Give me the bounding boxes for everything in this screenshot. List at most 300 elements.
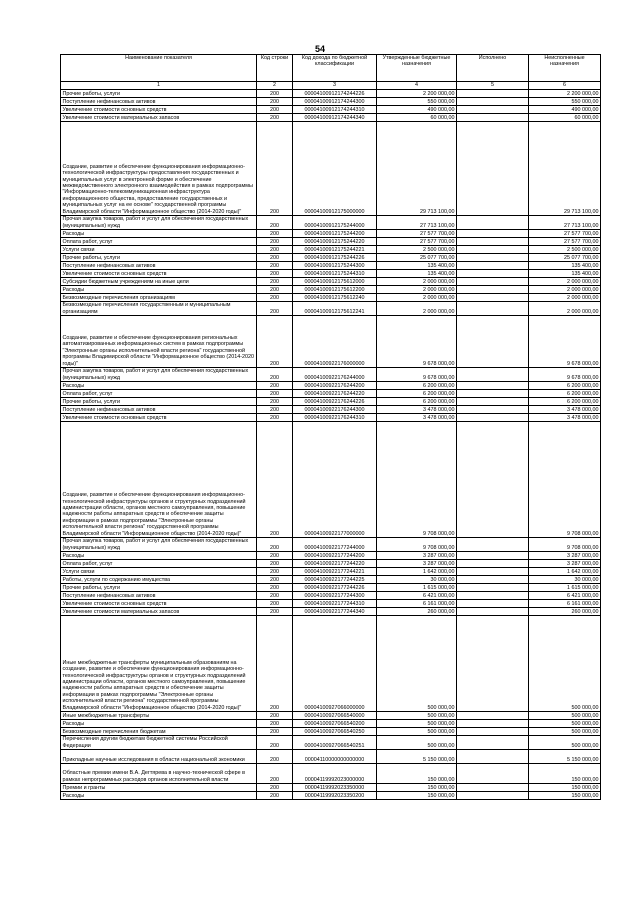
table-row: [61, 576, 601, 584]
row-unexecuted: 5 150 000,00: [529, 750, 601, 764]
row-unexecuted: 9 708 000,00: [529, 422, 601, 538]
row-line-code: 200: [257, 262, 293, 270]
row-income-code: 00004100922176244310: [293, 414, 377, 422]
row-name: Увеличение стоимости основных средств: [61, 106, 257, 114]
row-unexecuted: 2 000 000,00: [529, 286, 601, 294]
row-unexecuted: 135 400,00: [529, 270, 601, 278]
row-unexecuted: 490 000,00: [529, 106, 601, 114]
row-executed: [457, 560, 529, 568]
row-line-code: 200: [257, 736, 293, 750]
row-income-code: 00004100912174244310: [293, 106, 377, 114]
row-approved: 150 000,00: [377, 764, 457, 784]
row-approved: 3 478 000,00: [377, 414, 457, 422]
row-approved: 6 161 000,00: [377, 600, 457, 608]
row-unexecuted: 9 708 000,00: [529, 538, 601, 552]
row-approved: 2 000 000,00: [377, 278, 457, 286]
table-row: [61, 254, 601, 262]
row-unexecuted: 30 000,00: [529, 576, 601, 584]
row-income-code: 00004100927066540200: [293, 720, 377, 728]
row-name: Увеличение стоимости основных средств: [61, 270, 257, 278]
row-income-code: 00004100922176244300: [293, 406, 377, 414]
row-income-code: 00004100922177000000: [293, 422, 377, 538]
row-unexecuted: 2 000 000,00: [529, 302, 601, 316]
row-executed: [457, 414, 529, 422]
row-name: Прочая закупка товаров, работ и услуг для обеспечения государственных (муниципальных) нужд: [61, 216, 257, 230]
row-approved: 9 708 000,00: [377, 422, 457, 538]
table-row: [61, 302, 601, 316]
row-line-code: 200: [257, 390, 293, 398]
row-line-code: 200: [257, 568, 293, 576]
row-approved: 5 150 000,00: [377, 750, 457, 764]
row-executed: [457, 368, 529, 382]
row-line-code: 200: [257, 230, 293, 238]
row-executed: [457, 576, 529, 584]
row-approved: 550 000,00: [377, 98, 457, 106]
row-unexecuted: 150 000,00: [529, 764, 601, 784]
row-name: Поступление нефинансовых активов: [61, 406, 257, 414]
row-name: Перечисления другим бюджетам бюджетной системы Российской Федерации: [61, 736, 257, 750]
table-row: [61, 584, 601, 592]
row-income-code: 00004100912175612241: [293, 302, 377, 316]
row-line-code: 200: [257, 552, 293, 560]
row-executed: [457, 294, 529, 302]
row-approved: 500 000,00: [377, 616, 457, 712]
table-row: [61, 792, 601, 800]
row-unexecuted: 6 200 000,00: [529, 390, 601, 398]
row-unexecuted: 6 161 000,00: [529, 600, 601, 608]
row-income-code: 00004119992023350000: [293, 784, 377, 792]
header-name: Наименование показателя: [61, 55, 257, 82]
row-income-code: 00004100922176000000: [293, 316, 377, 368]
row-income-code: 00004100927066540250: [293, 728, 377, 736]
row-name: Премии и гранты: [61, 784, 257, 792]
header-row: [61, 55, 601, 82]
row-line-code: 200: [257, 422, 293, 538]
row-unexecuted: 6 421 000,00: [529, 592, 601, 600]
table-row: [61, 538, 601, 552]
row-name: Услуги связи: [61, 568, 257, 576]
row-income-code: 00004100922177244220: [293, 560, 377, 568]
row-line-code: 200: [257, 792, 293, 800]
table-row: [61, 246, 601, 254]
row-approved: 27 577 700,00: [377, 230, 457, 238]
row-approved: 6 200 000,00: [377, 382, 457, 390]
row-approved: 500 000,00: [377, 728, 457, 736]
row-approved: 150 000,00: [377, 792, 457, 800]
row-unexecuted: 2 000 000,00: [529, 294, 601, 302]
row-approved: 1 642 000,00: [377, 568, 457, 576]
table-row: [61, 382, 601, 390]
header-executed: Исполнено: [457, 55, 529, 82]
row-line-code: 200: [257, 254, 293, 262]
row-approved: 500 000,00: [377, 736, 457, 750]
row-name: Расходы: [61, 792, 257, 800]
row-executed: [457, 784, 529, 792]
table-row: [61, 728, 601, 736]
row-name: Увеличение стоимости материальных запасов: [61, 608, 257, 616]
row-unexecuted: 1 615 000,00: [529, 584, 601, 592]
row-income-code: 00004100912175612000: [293, 278, 377, 286]
row-name: Иные межбюджетные трансферты муниципальным образованиям на создание, развитие и обеспечение функционирования информационно-технологической инфраструктуры органов и структурных подразделений администрации области, органов местного самоуправления, повышение надежности работы аппаратных средств и обеспечение защиты информации в рамках подпрограммы "Электронные органы исполнительной власти региона" государственной программы Владимирской области "Информационное общество (2014-2020 годы)": [61, 616, 257, 712]
row-income-code: 00004100922177244310: [293, 600, 377, 608]
row-name: Поступление нефинансовых активов: [61, 98, 257, 106]
row-approved: 25 077 700,00: [377, 254, 457, 262]
row-income-code: 00004100912174244300: [293, 98, 377, 106]
row-unexecuted: 2 200 000,00: [529, 90, 601, 98]
row-line-code: 200: [257, 784, 293, 792]
row-income-code: 00004100912175244300: [293, 262, 377, 270]
row-unexecuted: 1 642 000,00: [529, 568, 601, 576]
table-row: [61, 720, 601, 728]
row-income-code: 00004100927066000000: [293, 616, 377, 712]
row-income-code: 00004100912175244220: [293, 238, 377, 246]
row-name: Прочая закупка товаров, работ и услуг для обеспечения государственных (муниципальных) нужд: [61, 368, 257, 382]
row-approved: 260 000,00: [377, 608, 457, 616]
row-name: Областные премии имени В.А. Дегтярева в научно-технической сфере в рамках непрограммных расходов органов исполнительной власти: [61, 764, 257, 784]
row-income-code: 00004100922177244340: [293, 608, 377, 616]
row-executed: [457, 390, 529, 398]
row-income-code: 00004100912175612240: [293, 294, 377, 302]
row-approved: 490 000,00: [377, 106, 457, 114]
row-executed: [457, 616, 529, 712]
row-unexecuted: 3 287 000,00: [529, 552, 601, 560]
row-approved: 2 000 000,00: [377, 302, 457, 316]
column-number-row: [61, 82, 601, 90]
row-line-code: 200: [257, 278, 293, 286]
table-row: [61, 398, 601, 406]
table-row: [61, 114, 601, 122]
row-executed: [457, 538, 529, 552]
row-unexecuted: 6 200 000,00: [529, 382, 601, 390]
row-executed: [457, 90, 529, 98]
row-name: Прочие работы, услуги: [61, 398, 257, 406]
row-executed: [457, 600, 529, 608]
row-executed: [457, 382, 529, 390]
row-unexecuted: 60 000,00: [529, 114, 601, 122]
row-line-code: 200: [257, 238, 293, 246]
row-approved: 3 478 000,00: [377, 406, 457, 414]
row-approved: 60 000,00: [377, 114, 457, 122]
row-name: Создание, развитие и обеспечение функционирования информационно-технологической инфраструктуры предоставления государственных и муниципальных услуг в электронной форме и обеспечение межведомственного электронного взаимодействия в рамках подпрограммы "Информационно-телекоммуникационная инфраструктура информационного общества, предоставление государственных и муниципальных услуг на ее основе" государственной программы Владимирской области "Информационное общество (2014-2020 годы)": [61, 122, 257, 216]
row-approved: 150 000,00: [377, 784, 457, 792]
row-executed: [457, 114, 529, 122]
row-line-code: 200: [257, 414, 293, 422]
row-line-code: 200: [257, 560, 293, 568]
row-line-code: 200: [257, 246, 293, 254]
row-unexecuted: 260 000,00: [529, 608, 601, 616]
row-name: Создание, развитие и обеспечение функционирования информационно-технологической инфраструктуры органов и структурных подразделений администрации области, органов местного самоуправления, повышение надежности работы аппаратных средств и обеспечение защиты информации в рамках подпрограммы "Электронные органы исполнительной власти региона" государственной программы Владимирской области "Информационное общество (2014-2020 годы)": [61, 422, 257, 538]
row-income-code: 00004100912175244310: [293, 270, 377, 278]
table-row: [61, 592, 601, 600]
row-name: Увеличение стоимости материальных запасов: [61, 114, 257, 122]
table-row: [61, 552, 601, 560]
header-unexecuted: Неисполненные назначения: [529, 55, 601, 82]
table-row: [61, 616, 601, 712]
row-executed: [457, 278, 529, 286]
row-unexecuted: 27 713 100,00: [529, 216, 601, 230]
table-body: [61, 90, 601, 800]
row-executed: [457, 302, 529, 316]
table-row: [61, 750, 601, 764]
colnum-3: 3: [293, 82, 377, 90]
row-unexecuted: 2 500 000,00: [529, 246, 601, 254]
row-line-code: 200: [257, 592, 293, 600]
row-executed: [457, 720, 529, 728]
row-executed: [457, 216, 529, 230]
row-executed: [457, 422, 529, 538]
row-name: Работы, услуги по содержанию имущества: [61, 576, 257, 584]
table-row: [61, 270, 601, 278]
row-name: Создание, развитие и обеспечение функционирования региональных автоматизированных информационных систем в рамках подпрограммы "Электронные органы исполнительной власти региона" государственной программы Владимирской области "Информационное общество (2014-2020 годы)": [61, 316, 257, 368]
row-unexecuted: 3 478 000,00: [529, 406, 601, 414]
row-executed: [457, 286, 529, 294]
row-income-code: 00004100912174244340: [293, 114, 377, 122]
row-income-code: 00004100922177244200: [293, 552, 377, 560]
row-name: Поступление нефинансовых активов: [61, 262, 257, 270]
row-income-code: 00004100922177244226: [293, 584, 377, 592]
row-approved: 2 000 000,00: [377, 294, 457, 302]
row-name: Оплата работ, услуг: [61, 390, 257, 398]
row-approved: 9 678 000,00: [377, 316, 457, 368]
row-unexecuted: 9 678 000,00: [529, 368, 601, 382]
row-unexecuted: 500 000,00: [529, 736, 601, 750]
row-income-code: 00004119992023000000: [293, 764, 377, 784]
colnum-2: 2: [257, 82, 293, 90]
row-name: Иные межбюджетные трансферты: [61, 712, 257, 720]
row-line-code: 200: [257, 122, 293, 216]
row-approved: 3 287 000,00: [377, 552, 457, 560]
row-executed: [457, 728, 529, 736]
table-row: [61, 278, 601, 286]
row-line-code: 200: [257, 584, 293, 592]
row-approved: 2 000 000,00: [377, 286, 457, 294]
row-executed: [457, 736, 529, 750]
header-income-code: Код дохода по бюджетной классификации: [293, 55, 377, 82]
row-name: Расходы: [61, 720, 257, 728]
row-approved: 2 500 000,00: [377, 246, 457, 254]
row-executed: [457, 246, 529, 254]
table-row: [61, 568, 601, 576]
row-unexecuted: 3 478 000,00: [529, 414, 601, 422]
row-executed: [457, 254, 529, 262]
row-line-code: 200: [257, 764, 293, 784]
row-income-code: 00004100912175244000: [293, 216, 377, 230]
row-line-code: 200: [257, 398, 293, 406]
row-income-code: 00004110000000000000: [293, 750, 377, 764]
row-unexecuted: 500 000,00: [529, 720, 601, 728]
row-income-code: 00004100927066540000: [293, 712, 377, 720]
row-executed: [457, 608, 529, 616]
row-line-code: 200: [257, 368, 293, 382]
table-row: [61, 90, 601, 98]
row-line-code: 200: [257, 600, 293, 608]
table-row: [61, 414, 601, 422]
row-executed: [457, 792, 529, 800]
row-income-code: 00004119992023350200: [293, 792, 377, 800]
row-unexecuted: 29 713 100,00: [529, 122, 601, 216]
row-unexecuted: 27 577 700,00: [529, 230, 601, 238]
row-approved: 9 708 000,00: [377, 538, 457, 552]
row-income-code: 00004100912175244200: [293, 230, 377, 238]
row-executed: [457, 750, 529, 764]
row-line-code: 200: [257, 712, 293, 720]
row-name: Прочие работы, услуги: [61, 254, 257, 262]
colnum-6: 6: [529, 82, 601, 90]
row-income-code: 00004100912174244226: [293, 90, 377, 98]
row-name: Поступление нефинансовых активов: [61, 592, 257, 600]
row-unexecuted: 135 400,00: [529, 262, 601, 270]
row-name: Прикладные научные исследования в области национальной экономики: [61, 750, 257, 764]
table-row: [61, 368, 601, 382]
row-executed: [457, 270, 529, 278]
row-line-code: 200: [257, 720, 293, 728]
row-line-code: 200: [257, 98, 293, 106]
row-line-code: 200: [257, 382, 293, 390]
row-unexecuted: 6 200 000,00: [529, 398, 601, 406]
table-row: [61, 230, 601, 238]
row-executed: [457, 122, 529, 216]
row-approved: 27 577 700,00: [377, 238, 457, 246]
table-row: [61, 238, 601, 246]
table-row: [61, 106, 601, 114]
row-executed: [457, 712, 529, 720]
row-name: Увеличение стоимости основных средств: [61, 600, 257, 608]
table-row: [61, 600, 601, 608]
row-line-code: 200: [257, 316, 293, 368]
row-unexecuted: 25 077 700,00: [529, 254, 601, 262]
row-approved: 30 000,00: [377, 576, 457, 584]
row-name: Расходы: [61, 552, 257, 560]
row-executed: [457, 568, 529, 576]
row-line-code: 200: [257, 106, 293, 114]
row-name: Расходы: [61, 382, 257, 390]
table-row: [61, 608, 601, 616]
row-line-code: 200: [257, 270, 293, 278]
row-line-code: 200: [257, 216, 293, 230]
row-line-code: 200: [257, 406, 293, 414]
row-executed: [457, 316, 529, 368]
table-row: [61, 784, 601, 792]
row-unexecuted: 150 000,00: [529, 792, 601, 800]
table-row: [61, 316, 601, 368]
table-row: [61, 422, 601, 538]
row-income-code: 00004100922177244221: [293, 568, 377, 576]
table-row: [61, 98, 601, 106]
table-row: [61, 286, 601, 294]
row-income-code: 00004100922177244000: [293, 538, 377, 552]
row-line-code: 200: [257, 286, 293, 294]
row-income-code: 00004100927066540251: [293, 736, 377, 750]
table-row: [61, 294, 601, 302]
page-number: 54: [314, 44, 325, 54]
row-line-code: 200: [257, 538, 293, 552]
table-row: [61, 560, 601, 568]
row-line-code: 200: [257, 576, 293, 584]
row-name: Расходы: [61, 286, 257, 294]
row-executed: [457, 584, 529, 592]
row-unexecuted: 150 000,00: [529, 784, 601, 792]
row-approved: 6 200 000,00: [377, 398, 457, 406]
row-name: Оплата работ, услуг: [61, 560, 257, 568]
row-approved: 3 287 000,00: [377, 560, 457, 568]
row-unexecuted: 9 678 000,00: [529, 316, 601, 368]
table-row: [61, 736, 601, 750]
row-approved: 9 678 000,00: [377, 368, 457, 382]
row-executed: [457, 262, 529, 270]
header-line-code: Код строки: [257, 55, 293, 82]
table-row: [61, 764, 601, 784]
row-executed: [457, 552, 529, 560]
row-income-code: 00004100912175244221: [293, 246, 377, 254]
row-income-code: 00004100922177244300: [293, 592, 377, 600]
table-row: [61, 390, 601, 398]
row-executed: [457, 764, 529, 784]
row-name: Субсидии бюджетным учреждениям на иные цели: [61, 278, 257, 286]
row-executed: [457, 238, 529, 246]
row-approved: 500 000,00: [377, 720, 457, 728]
row-approved: 6 200 000,00: [377, 390, 457, 398]
row-name: Безвозмездные перечисления государственным и муниципальным организациям: [61, 302, 257, 316]
row-line-code: 200: [257, 302, 293, 316]
budget-table: [60, 54, 601, 800]
row-line-code: 200: [257, 90, 293, 98]
row-unexecuted: 500 000,00: [529, 616, 601, 712]
row-name: Оплата работ, услуг: [61, 238, 257, 246]
row-executed: [457, 592, 529, 600]
row-line-code: 200: [257, 294, 293, 302]
table-row: [61, 262, 601, 270]
row-unexecuted: 3 287 000,00: [529, 560, 601, 568]
colnum-4: 4: [377, 82, 457, 90]
row-unexecuted: 2 000 000,00: [529, 278, 601, 286]
row-unexecuted: 500 000,00: [529, 728, 601, 736]
row-line-code: 200: [257, 616, 293, 712]
row-approved: 500 000,00: [377, 712, 457, 720]
row-executed: [457, 230, 529, 238]
row-name: Увеличение стоимости основных средств: [61, 414, 257, 422]
row-name: Услуги связи: [61, 246, 257, 254]
row-approved: 27 713 100,00: [377, 216, 457, 230]
row-income-code: 00004100922177244225: [293, 576, 377, 584]
row-income-code: 00004100922176244000: [293, 368, 377, 382]
row-approved: 6 421 000,00: [377, 592, 457, 600]
row-line-code: 200: [257, 608, 293, 616]
row-income-code: 00004100912175612200: [293, 286, 377, 294]
row-income-code: 00004100922176244200: [293, 382, 377, 390]
row-name: Безвозмездные перечисления организациям: [61, 294, 257, 302]
row-income-code: 00004100922176244226: [293, 398, 377, 406]
header-approved: Утвержденные бюджетные назначения: [377, 55, 457, 82]
row-name: Расходы: [61, 230, 257, 238]
row-income-code: 00004100922176244220: [293, 390, 377, 398]
row-unexecuted: 550 000,00: [529, 98, 601, 106]
colnum-5: 5: [457, 82, 529, 90]
row-name: Прочая закупка товаров, работ и услуг для обеспечения государственных (муниципальных) нужд: [61, 538, 257, 552]
table-row: [61, 216, 601, 230]
row-executed: [457, 98, 529, 106]
row-line-code: 200: [257, 728, 293, 736]
row-income-code: 00004100912175244226: [293, 254, 377, 262]
row-approved: 29 713 100,00: [377, 122, 457, 216]
row-name: Безвозмездные перечисления бюджетам: [61, 728, 257, 736]
row-executed: [457, 406, 529, 414]
row-name: Прочие работы, услуги: [61, 584, 257, 592]
row-approved: 1 615 000,00: [377, 584, 457, 592]
row-unexecuted: 500 000,00: [529, 712, 601, 720]
row-name: Прочие работы, услуги: [61, 90, 257, 98]
row-line-code: 200: [257, 114, 293, 122]
row-approved: 135 400,00: [377, 262, 457, 270]
